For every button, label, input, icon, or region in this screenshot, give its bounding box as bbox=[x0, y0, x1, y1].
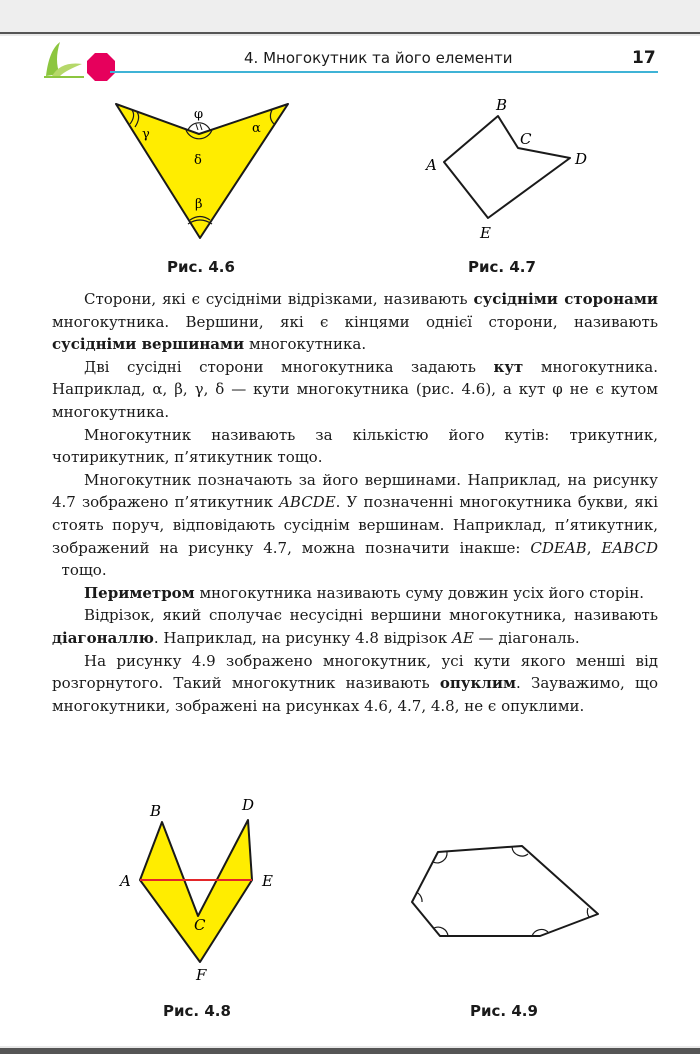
paragraph-perimeter: Периметром многокутника називають суму довжин усіх його сторін. bbox=[84, 583, 645, 602]
vertex-d-label: D bbox=[242, 796, 255, 814]
angle-beta-label: β bbox=[195, 197, 203, 212]
page-number: 17 bbox=[632, 48, 656, 68]
angle-gamma-label: γ bbox=[142, 127, 150, 142]
leaf-logo-icon bbox=[42, 40, 86, 78]
concave-quadrilateral bbox=[116, 104, 288, 238]
vertex-a-label: A bbox=[120, 872, 131, 890]
caption-fig-4-8: Рис. 4.8 bbox=[163, 1002, 231, 1020]
header-rule bbox=[110, 71, 658, 73]
paragraph-adjacent: Сторони, які є сусідніми відрізками, називають сусідніми сторонами многокутника. Вершини, які є кінцями однієї сторони, називають сусідніми вершинами многокутника. bbox=[52, 290, 658, 354]
main-text bbox=[52, 288, 658, 717]
vertex-b-label: B bbox=[496, 96, 508, 114]
figure-4-7 bbox=[420, 92, 600, 244]
vertex-e-label: E bbox=[262, 872, 273, 890]
pentagon-abcde bbox=[444, 116, 570, 218]
vertex-d-label: D bbox=[575, 150, 588, 168]
caption-fig-4-9: Рис. 4.9 bbox=[470, 1002, 538, 1020]
bottom-bar bbox=[0, 1048, 700, 1054]
angle-alpha-label: α bbox=[252, 121, 261, 136]
caption-fig-4-6: Рис. 4.6 bbox=[167, 258, 235, 276]
term-adjacent-sides: сусідніми сторонами bbox=[473, 290, 658, 308]
chapter-title: 4. Многокутник та його елементи bbox=[244, 49, 513, 67]
vertex-e-label: E bbox=[480, 224, 491, 242]
paragraph-convex: На рисунку 4.9 зображено многокутник, усі кути якого менші від розгорнутого. Такий многокутник називають опуклим. Зауважимо, що многокутники, зображені на рисунках 4.6, 4.7, 4.8, не є опуклими. bbox=[52, 651, 658, 715]
convex-hexagon bbox=[412, 846, 598, 936]
paragraph-notation: Многокутник позначають за його вершинами. Наприклад, на рисунку 4.7 зображено п’ятикутник ABCDE. У позначенні многокутника букви, які стоять поруч, відповідають сусіднім вершинам. Наприклад, п’ятикутник, зображений на рисунку 4.7, можна позначити інакше: CDEAB, EABCD тощо. bbox=[52, 470, 658, 580]
vertex-c-label: C bbox=[194, 916, 206, 934]
figure-4-6 bbox=[110, 96, 300, 246]
term-convex: опуклим bbox=[439, 674, 517, 693]
vertex-a-label: A bbox=[426, 156, 437, 174]
paragraph-diagonal: Відрізок, який сполучає несусідні вершини многокутника, називають діагоналлю. Наприклад, на рисунку 4.8 відрізок AE — діагональ. bbox=[52, 606, 658, 647]
term-angle: кут bbox=[493, 357, 524, 376]
paragraph-naming: Многокутник називають за кількістю його кутів: трикутник, чотирикутник, п’ятикутник тощо. bbox=[52, 425, 658, 467]
term-perimeter: Периметром bbox=[84, 583, 195, 602]
vertex-f-label: F bbox=[196, 966, 207, 984]
term-adjacent-vertices: сусідніми вершинами bbox=[52, 335, 245, 354]
vertex-b-label: B bbox=[150, 802, 162, 820]
hexagon-abcdef bbox=[140, 820, 252, 962]
figure-4-8 bbox=[112, 794, 292, 990]
paragraph-angle: Дві сусідні сторони многокутника задають кут многокутника. Наприклад, α, β, γ, δ — кути многокутника (рис. 4.6), а кут φ не є кутом многокутника. bbox=[52, 357, 658, 421]
angle-phi-label: φ bbox=[194, 107, 204, 122]
octagon-marker-icon bbox=[86, 52, 116, 82]
top-bar bbox=[0, 0, 700, 34]
caption-fig-4-7: Рис. 4.7 bbox=[468, 258, 536, 276]
figure-4-9 bbox=[400, 836, 610, 948]
vertex-c-label: C bbox=[520, 130, 532, 148]
angle-delta-label: δ bbox=[194, 153, 202, 168]
term-diagonal: діагоналлю bbox=[52, 628, 154, 647]
